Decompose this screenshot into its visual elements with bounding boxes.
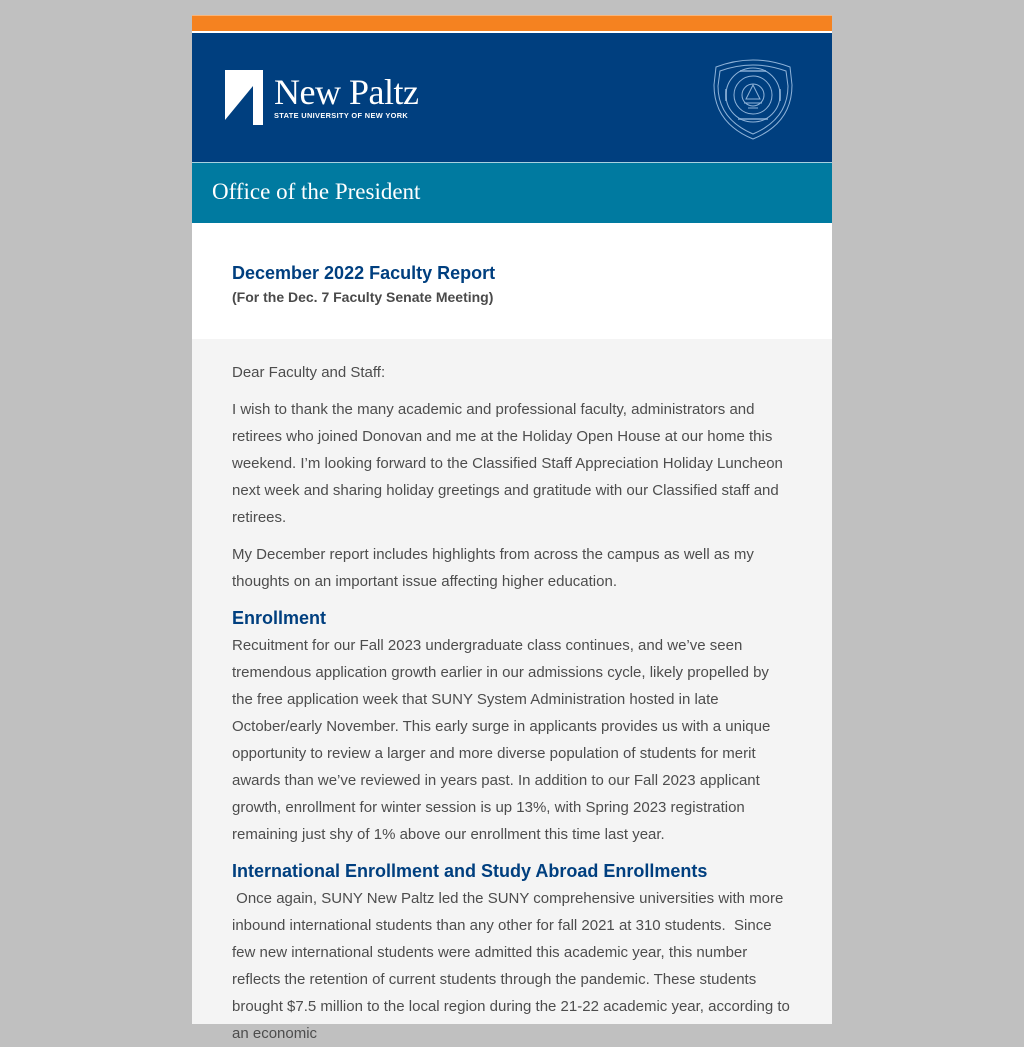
new-paltz-mark-icon — [225, 70, 263, 125]
letter-body — [192, 339, 832, 1047]
office-title: Office of the President — [212, 179, 421, 204]
accent-stripe — [192, 15, 832, 31]
letter-greeting: Dear Faculty and Staff: — [232, 364, 386, 381]
brand-name: New Paltz — [274, 72, 419, 112]
section-heading-international: International Enrollment and Study Abroad Enrollments — [232, 861, 708, 881]
section-heading-enrollment: Enrollment — [232, 608, 327, 628]
office-title-bar — [192, 162, 832, 223]
university-seal-icon — [710, 55, 796, 141]
letter-paragraph: My December report includes highlights from across the campus as well as my thoughts on an important issue affecting higher education. — [232, 546, 754, 590]
wordmark — [274, 74, 418, 120]
brand-tagline: STATE UNIVERSITY OF NEW YORK — [274, 111, 409, 120]
section-body-international: Once again, SUNY New Paltz led the SUNY comprehensive universities with more inbound international students than any other for fall 2021 at 310 students. Since few new international students were admitted this academic year, this number reflects the retention of current students through the pandemic. These students brought $7.5 million to the local region during the 21-22 academic year, according to an economic — [232, 890, 795, 1042]
report-title: December 2022 Faculty Report — [232, 263, 496, 283]
letter-paragraph: I wish to thank the many academic and professional faculty, administrators and retirees who joined Donovan and me at the Holiday Open House at our home this weekend. I’m looking forward to the Classified Staff Appreciation Holiday Luncheon next week and sharing holiday greetings and gratitude with our Classified staff and retirees. — [232, 401, 783, 526]
section-body-enrollment: Recuitment for our Fall 2023 undergraduate class continues, and we’ve seen tremendous application growth earlier in our admissions cycle, likely propelled by the free application week that SUNY System Administration hosted in late October/early November. This early surge in applicants provides us with a unique opportunity to review a larger and more diverse population of students for merit awards than we’ve reviewed in years past. In addition to our Fall 2023 applicant growth, enrollment for winter session is up 13%, with Spring 2023 registration remaining just shy of 1% above our enrollment this time last year. — [232, 637, 771, 843]
header-banner — [192, 33, 832, 162]
email-container — [192, 15, 832, 1042]
report-subtitle: (For the Dec. 7 Faculty Senate Meeting) — [232, 289, 494, 305]
report-header — [192, 223, 832, 339]
